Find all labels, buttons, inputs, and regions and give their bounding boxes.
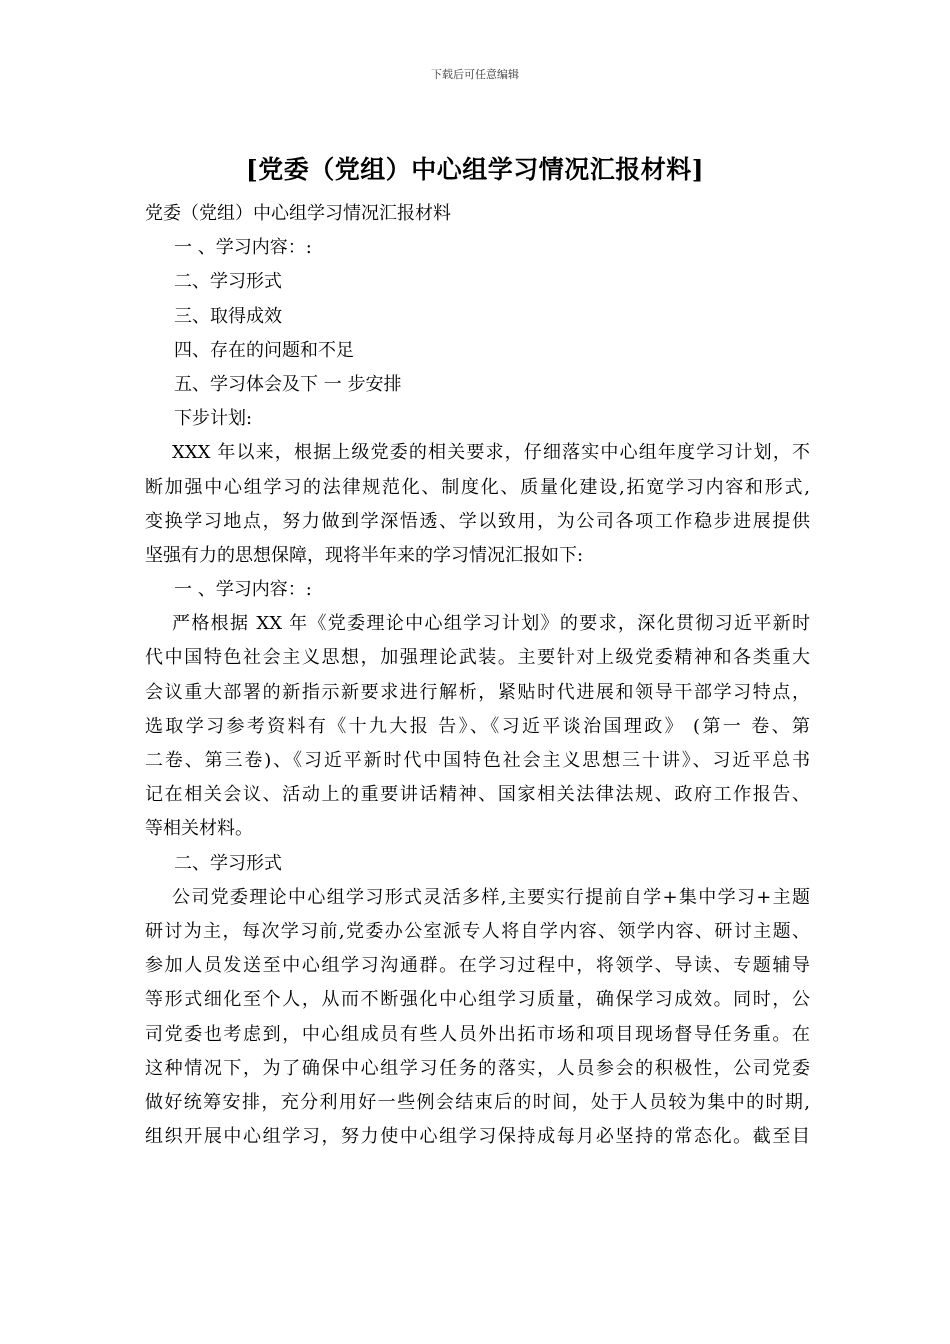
paragraph-line: 严格根据 XX 年《党委理论中心组学习计划》的要求，深化贯彻习近平新时 [172,613,810,635]
paragraph-line: 等相关材料。 [145,818,253,840]
paragraph-line: 断加强中心组学习的法律规范化、制度化、质量化建设,拓宽学习内容和形式, [145,476,810,498]
outline-item-2: 二、学习形式 [174,271,282,293]
document-title: [党委（党组）中心组学习情况汇报材料] [245,155,705,184]
paragraph-line: XXX 年以来，根据上级党委的相关要求，仔细落实中心组年度学习计划，不 [172,442,810,464]
paragraph-line: 会议重大部署的新指示新要求进行解析，紧贴时代进展和领导干部学习特点， [145,681,810,703]
paragraph-line: 参加人员发送至中心组学习沟通群。在学习过程中，将领学、导读、专题辅导 [145,955,810,977]
paragraph-line: 代中国特色社会主义思想，加强理论武装。主要针对上级党委精神和各类重大 [145,647,810,669]
paragraph-line: 研讨为主，每次学习前,党委办公室派专人将自学内容、领学内容、研讨主题、 [145,920,810,942]
paragraph-line: 做好统筹安排，充分利用好一些例会结束后的时间，处于人员较为集中的时期, [145,1091,810,1113]
paragraph-line: 坚强有力的思想保障，现将半年来的学习情况汇报如下: [145,544,584,566]
paragraph-line: 公司党委理论中心组学习形式灵活多样,主要实行提前自学+集中学习+主题 [172,886,810,908]
outline-item-6: 下步计划: [174,408,253,430]
paragraph-line: 司党委也考虑到，中心组成员有些人员外出拓市场和项目现场督导任务重。在 [145,1023,810,1045]
document-body [145,197,810,1154]
paragraph-line: 记在相关会议、活动上的重要讲话精神、国家相关法律法规、政府工作报告、 [145,784,810,806]
outline-item-1: 一 、学习内容：: [174,237,312,259]
paragraph-line: 二卷、第三卷)、《习近平新时代中国特色社会主义思想三十讲》、习近平总书 [145,750,810,771]
outline-item-3: 三、取得成效 [174,305,282,327]
paragraph-line: 组织开展中心组学习，努力使中心组学习保持成每月必坚持的常态化。截至目 [145,1126,810,1148]
subtitle-line: 党委（党组）中心组学习情况汇报材料 [145,203,451,224]
header-note: 下载后可任意编辑 [431,68,519,81]
paragraph-line: 选取学习参考资料有《十九大报 告》、《习近平谈治国理政》 (第一 卷、第 [145,715,810,737]
section-heading: 二、学习形式 [174,852,282,874]
paragraph-line: 变换学习地点，努力做到学深悟透、学以致用，为公司各项工作稳步进展提供 [145,510,810,532]
outline-item-5: 五、学习体会及下 一 步安排 [174,373,402,395]
paragraph-line: 这种情况下，为了确保中心组学习任务的落实，人员参会的积极性，公司党委 [145,1057,810,1079]
paragraph-line: 等形式细化至个人，从而不断强化中心组学习质量，确保学习成效。同时，公 [145,989,810,1011]
outline-item-4: 四、存在的问题和不足 [174,339,354,361]
section-heading: 一 、学习内容：: [174,579,312,601]
